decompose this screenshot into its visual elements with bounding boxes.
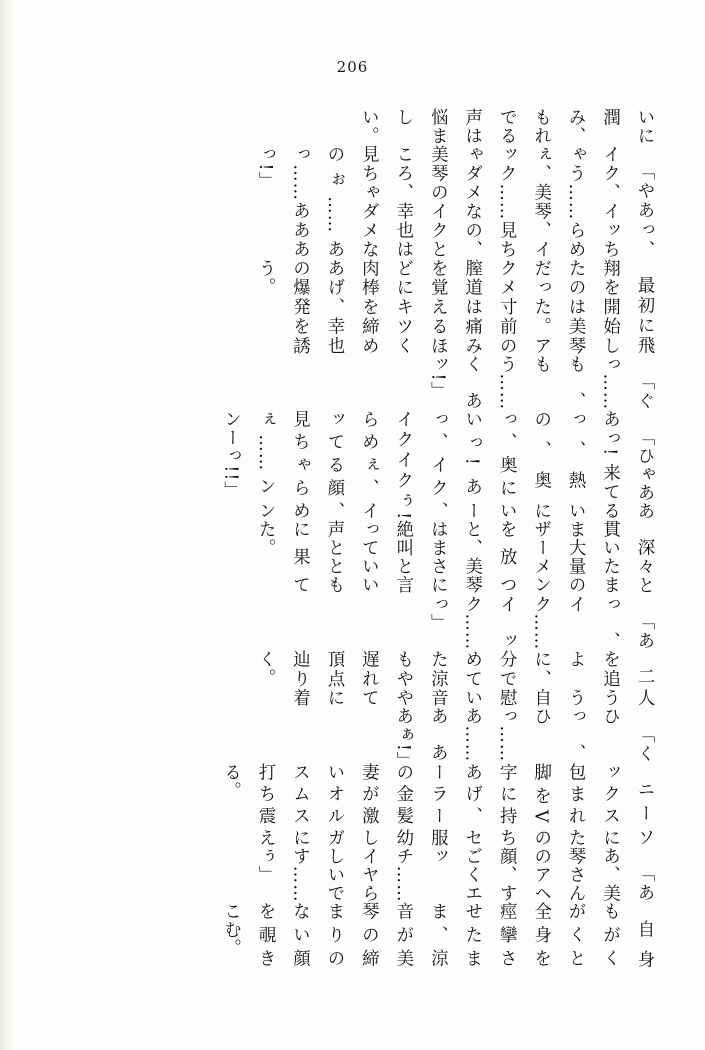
paragraph: 深々と貫いたまま大量のザーメンを放つと、美琴はまさに絶叫と言っていい声とともに果てた。	[255, 520, 654, 595]
paragraph: 二人を追うように、自分で慰めていた涼音もやや遅れて頂点に辿り着く。	[255, 649, 654, 708]
paragraph: 「やあっ、イク、イッちゃう……らめぇ、美琴、イック……見ちゃダメなの、美琴のイクところ、幸也は見ちゃダメなのぉ……あっ……あああっ!」	[255, 144, 654, 259]
paragraph: 「ひゃあああっ! 来てるっ、熱いの、奥にっ、奥にいいっ! あーっ、イク、イクイクぅ! らめぇ、イッてる顔、見ちゃらめぇ……ンンンーっ!!」	[220, 410, 654, 521]
body-text	[61, 108, 661, 968]
paragraph: いに潤み、もれでる声は悩ましい。	[358, 108, 654, 145]
paragraph: 自身もがくがくと全身を痙攣させたまま、涼音が美琴の締まりのない顔を覗きこむ。	[220, 902, 654, 968]
paragraph: 最初に飛翔を開始したのは美琴だった。アクメ寸前の膣道は痛みを覚えるほどにキツく肉棒を締めあげ、幸也の爆発を誘う。	[255, 258, 654, 355]
paragraph: 「ああ、美琴さんのアヘ顔、すごくエッチ……イヤらしいです……ぅ」	[255, 846, 654, 903]
paragraph: 「あっ、イク……イック……っ」	[427, 594, 654, 650]
paragraph: 「ぐっ……も、もう……くあッ!」	[427, 354, 654, 411]
page-number: 206	[336, 58, 369, 76]
paragraph: 「くひっ、ひっ……あ……あああぁ!」	[392, 707, 654, 771]
paragraph: ニーソックスに包まれた脚をVの字に持ちあげ、セーラー服の金髪幼妻が激しいオルガスムスに打ち震える。	[220, 762, 654, 847]
